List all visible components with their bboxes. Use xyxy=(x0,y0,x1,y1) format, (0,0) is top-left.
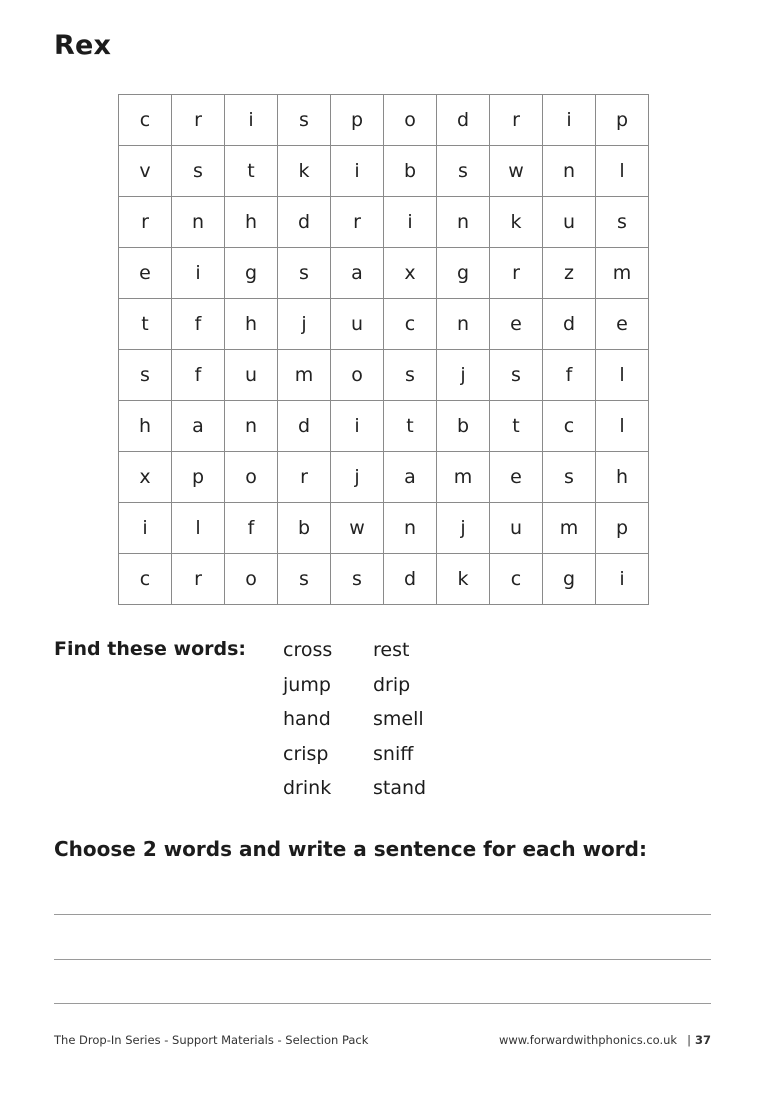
word-item: smell xyxy=(373,708,424,730)
grid-cell[interactable]: t xyxy=(490,401,543,452)
grid-cell[interactable]: e xyxy=(596,299,649,350)
grid-cell[interactable]: s xyxy=(490,350,543,401)
word-item: cross xyxy=(283,639,333,661)
grid-cell[interactable]: r xyxy=(278,452,331,503)
grid-cell[interactable]: n xyxy=(172,197,225,248)
grid-cell[interactable]: s xyxy=(437,146,490,197)
grid-cell[interactable]: a xyxy=(384,452,437,503)
grid-cell[interactable]: k xyxy=(490,197,543,248)
grid-cell[interactable]: s xyxy=(384,350,437,401)
grid-cell[interactable]: o xyxy=(331,350,384,401)
word-item: crisp xyxy=(283,742,329,765)
grid-row xyxy=(119,248,649,299)
grid-cell[interactable]: h xyxy=(225,197,278,248)
footer-series-text: The Drop-In Series - Support Materials - Selection Pack xyxy=(54,1033,369,1047)
grid-cell[interactable]: x xyxy=(119,452,172,503)
grid-cell[interactable]: o xyxy=(225,452,278,503)
grid-cell[interactable]: t xyxy=(119,299,172,350)
grid-cell[interactable]: l xyxy=(596,350,649,401)
grid-cell[interactable]: m xyxy=(596,248,649,299)
grid-cell[interactable]: e xyxy=(490,452,543,503)
grid-cell[interactable]: i xyxy=(331,146,384,197)
grid-cell[interactable]: m xyxy=(543,503,596,554)
grid-cell[interactable]: a xyxy=(172,401,225,452)
grid-cell[interactable]: j xyxy=(331,452,384,503)
grid-cell[interactable]: s xyxy=(278,554,331,605)
grid-cell[interactable]: t xyxy=(225,146,278,197)
word-item: rest xyxy=(373,639,410,661)
writing-line-3[interactable] xyxy=(54,1003,711,1004)
grid-cell[interactable]: i xyxy=(596,554,649,605)
grid-cell[interactable]: i xyxy=(543,95,596,146)
grid-row xyxy=(119,350,649,401)
grid-cell[interactable]: r xyxy=(490,95,543,146)
grid-cell[interactable]: f xyxy=(225,503,278,554)
grid-cell[interactable]: b xyxy=(437,401,490,452)
grid-cell[interactable]: i xyxy=(384,197,437,248)
word-item: hand xyxy=(283,708,331,730)
page-number: 37 xyxy=(694,1033,711,1047)
grid-cell[interactable]: f xyxy=(172,350,225,401)
grid-row xyxy=(119,452,649,503)
grid-cell[interactable]: l xyxy=(596,146,649,197)
grid-row xyxy=(119,503,649,554)
grid-cell[interactable]: h xyxy=(119,401,172,452)
grid-cell[interactable]: s xyxy=(596,197,649,248)
grid-cell[interactable]: l xyxy=(596,401,649,452)
word-list xyxy=(283,638,463,811)
grid-cell[interactable]: p xyxy=(331,95,384,146)
grid-cell[interactable]: p xyxy=(596,95,649,146)
grid-cell[interactable]: k xyxy=(437,554,490,605)
grid-cell[interactable]: n xyxy=(225,401,278,452)
grid-cell[interactable]: d xyxy=(437,95,490,146)
grid-cell[interactable]: i xyxy=(331,401,384,452)
grid-cell[interactable]: s xyxy=(278,248,331,299)
grid-cell[interactable]: r xyxy=(172,554,225,605)
grid-cell[interactable]: u xyxy=(543,197,596,248)
grid-cell[interactable]: o xyxy=(225,554,278,605)
grid-row xyxy=(119,299,649,350)
grid-cell[interactable]: e xyxy=(490,299,543,350)
footer-right xyxy=(499,1033,711,1047)
word-item: jump xyxy=(283,673,331,696)
word-item: stand xyxy=(373,777,427,799)
writing-line-1[interactable] xyxy=(54,914,711,915)
grid-cell[interactable]: j xyxy=(278,299,331,350)
grid-cell[interactable]: d xyxy=(278,401,331,452)
grid-cell[interactable]: a xyxy=(331,248,384,299)
grid-cell[interactable]: n xyxy=(384,503,437,554)
grid-cell[interactable]: s xyxy=(331,554,384,605)
grid-row xyxy=(119,401,649,452)
grid-cell[interactable]: p xyxy=(596,503,649,554)
grid-cell[interactable]: w xyxy=(490,146,543,197)
grid-cell[interactable]: m xyxy=(278,350,331,401)
grid-cell[interactable]: c xyxy=(490,554,543,605)
word-item: drink xyxy=(283,777,332,799)
grid-cell[interactable]: d xyxy=(543,299,596,350)
grid-cell[interactable]: h xyxy=(225,299,278,350)
sentence-instruction: Choose 2 words and write a sentence for each word: xyxy=(54,837,647,861)
grid-cell[interactable]: g xyxy=(543,554,596,605)
footer-separator: | xyxy=(687,1033,691,1047)
grid-cell[interactable]: c xyxy=(119,554,172,605)
grid-cell[interactable]: l xyxy=(172,503,225,554)
word-item: drip xyxy=(373,673,411,696)
grid-cell[interactable]: f xyxy=(543,350,596,401)
grid-cell[interactable]: v xyxy=(119,146,172,197)
grid-row xyxy=(119,146,649,197)
grid-cell[interactable]: z xyxy=(543,248,596,299)
grid-cell[interactable]: g xyxy=(437,248,490,299)
grid-cell[interactable]: w xyxy=(331,503,384,554)
grid-cell[interactable]: b xyxy=(278,503,331,554)
grid-cell[interactable]: i xyxy=(225,95,278,146)
grid-cell[interactable]: u xyxy=(225,350,278,401)
grid-cell[interactable]: c xyxy=(384,299,437,350)
grid-cell[interactable]: s xyxy=(119,350,172,401)
grid-cell[interactable]: k xyxy=(278,146,331,197)
grid-cell[interactable]: g xyxy=(225,248,278,299)
grid-cell[interactable]: b xyxy=(384,146,437,197)
grid-cell[interactable]: h xyxy=(596,452,649,503)
grid-cell[interactable]: i xyxy=(172,248,225,299)
grid-cell[interactable]: o xyxy=(384,95,437,146)
grid-cell[interactable]: t xyxy=(384,401,437,452)
grid-cell[interactable]: u xyxy=(331,299,384,350)
grid-cell[interactable]: f xyxy=(172,299,225,350)
grid-cell[interactable]: d xyxy=(384,554,437,605)
grid-cell[interactable]: u xyxy=(490,503,543,554)
grid-cell[interactable]: j xyxy=(437,503,490,554)
grid-cell[interactable]: r xyxy=(490,248,543,299)
grid-cell[interactable]: d xyxy=(278,197,331,248)
grid-cell[interactable]: p xyxy=(172,452,225,503)
word-item: sniff xyxy=(373,742,414,765)
grid-cell[interactable]: n xyxy=(437,299,490,350)
grid-cell[interactable]: x xyxy=(384,248,437,299)
grid-cell[interactable]: i xyxy=(119,503,172,554)
grid-cell[interactable]: s xyxy=(172,146,225,197)
grid-cell[interactable]: s xyxy=(543,452,596,503)
grid-cell[interactable]: e xyxy=(119,248,172,299)
grid-cell[interactable]: m xyxy=(437,452,490,503)
grid-cell[interactable]: c xyxy=(543,401,596,452)
grid-cell[interactable]: r xyxy=(172,95,225,146)
grid-row xyxy=(119,95,649,146)
grid-cell[interactable]: j xyxy=(437,350,490,401)
grid-row xyxy=(119,197,649,248)
find-words-label: Find these words: xyxy=(54,638,247,660)
footer-url: www.forwardwithphonics.co.uk xyxy=(498,1033,678,1047)
grid-cell[interactable]: r xyxy=(331,197,384,248)
grid-cell[interactable]: s xyxy=(278,95,331,146)
grid-row xyxy=(119,554,649,605)
writing-line-2[interactable] xyxy=(54,959,711,960)
grid-cell[interactable]: c xyxy=(119,95,172,146)
page-title: Rex xyxy=(54,30,112,61)
grid-cell[interactable]: r xyxy=(119,197,172,248)
grid-cell[interactable]: n xyxy=(437,197,490,248)
grid-cell[interactable]: n xyxy=(543,146,596,197)
word-search-grid xyxy=(118,94,649,605)
